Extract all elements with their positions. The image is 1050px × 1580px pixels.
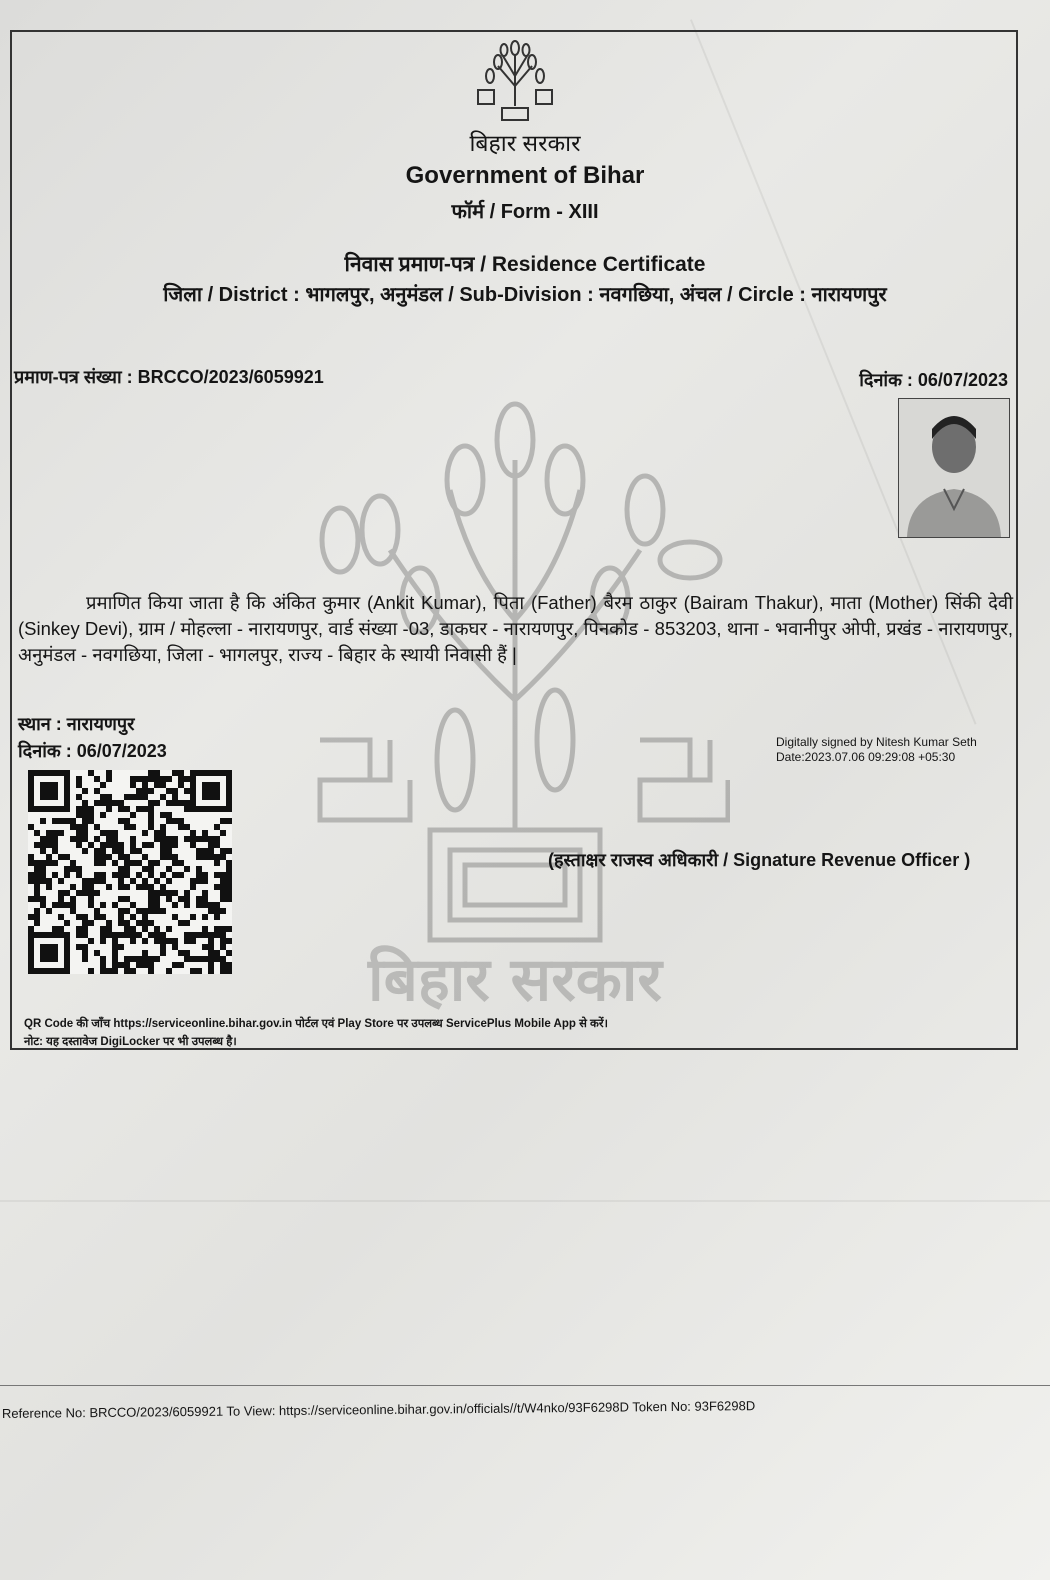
bihar-emblem-icon bbox=[470, 36, 560, 124]
date-line: दिनांक : 06/07/2023 bbox=[18, 741, 167, 761]
header-english-title: Government of Bihar bbox=[405, 162, 645, 189]
header-hindi-title: बिहार सरकार bbox=[469, 130, 581, 156]
applicant-photo bbox=[898, 398, 1010, 538]
watermark-text: बिहार सरकार bbox=[368, 945, 662, 1015]
bihar-emblem-watermark-icon bbox=[300, 400, 730, 1020]
footer-reference: Reference No: BRCCO/2023/6059921 To View: https://serviceonline.bihar.gov.in/officials//t/W4nko/93F6298D Token No: 93F6298D bbox=[1, 1398, 756, 1421]
certificate-number: प्रमाण-पत्र संख्या : BRCCO/2023/6059921 bbox=[14, 367, 324, 387]
qr-code-icon bbox=[28, 770, 232, 974]
certificate-body: प्रमाणित किया जाता है कि अंकित कुमार (Ankit Kumar), पिता (Father) बैरम ठाकुर (Bairam Thakur), माता (Mother) सिंकी देवी (Sinkey Devi), ग्राम / मोहल्ला - नारायणपुर, वार्ड संख्या -03, डाकघर - नारायणपुर, पिनकोड - 853203, थाना - भवानीपुर ओपी, प्रखंड - नारायणपुर, अनुमंडल - नवगछिया, जिला - भागलपुर, राज्य - बिहार के स्थायी निवासी हैं | bbox=[18, 592, 1013, 665]
certificate-date: दिनांक : 06/07/2023 bbox=[859, 370, 1008, 390]
footer-divider bbox=[0, 1385, 1050, 1386]
digilocker-note: नोट: यह दस्तावेज DigiLocker पर भी उपलब्ध है। bbox=[24, 1036, 237, 1048]
district-line: जिला / District : भागलपुर, अनुमंडल / Sub-Division : नवगछिया, अंचल / Circle : नारायणपुर bbox=[163, 284, 887, 306]
qr-verification-note: QR Code की जाँच https://serviceonline.bihar.gov.in पोर्टल एवं Play Store पर उपलब्ध ServicePlus Mobile App से करें। bbox=[24, 1018, 608, 1030]
certificate-title: निवास प्रमाण-पत्र / Residence Certificate bbox=[344, 253, 706, 276]
signature-officer-label: (हस्ताक्षर राजस्व अधिकारी / Signature Revenue Officer ) bbox=[548, 850, 971, 870]
digital-signature bbox=[776, 735, 977, 765]
paper-crease bbox=[0, 1200, 1050, 1202]
digital-signature-date: Date:2023.07.06 09:29:08 +05:30 bbox=[776, 750, 956, 764]
form-label: फॉर्म / Form - XIII bbox=[451, 201, 599, 223]
place-line: स्थान : नारायणपुर bbox=[18, 714, 135, 734]
digital-signature-signer: Digitally signed by Nitesh Kumar Seth bbox=[776, 735, 977, 749]
